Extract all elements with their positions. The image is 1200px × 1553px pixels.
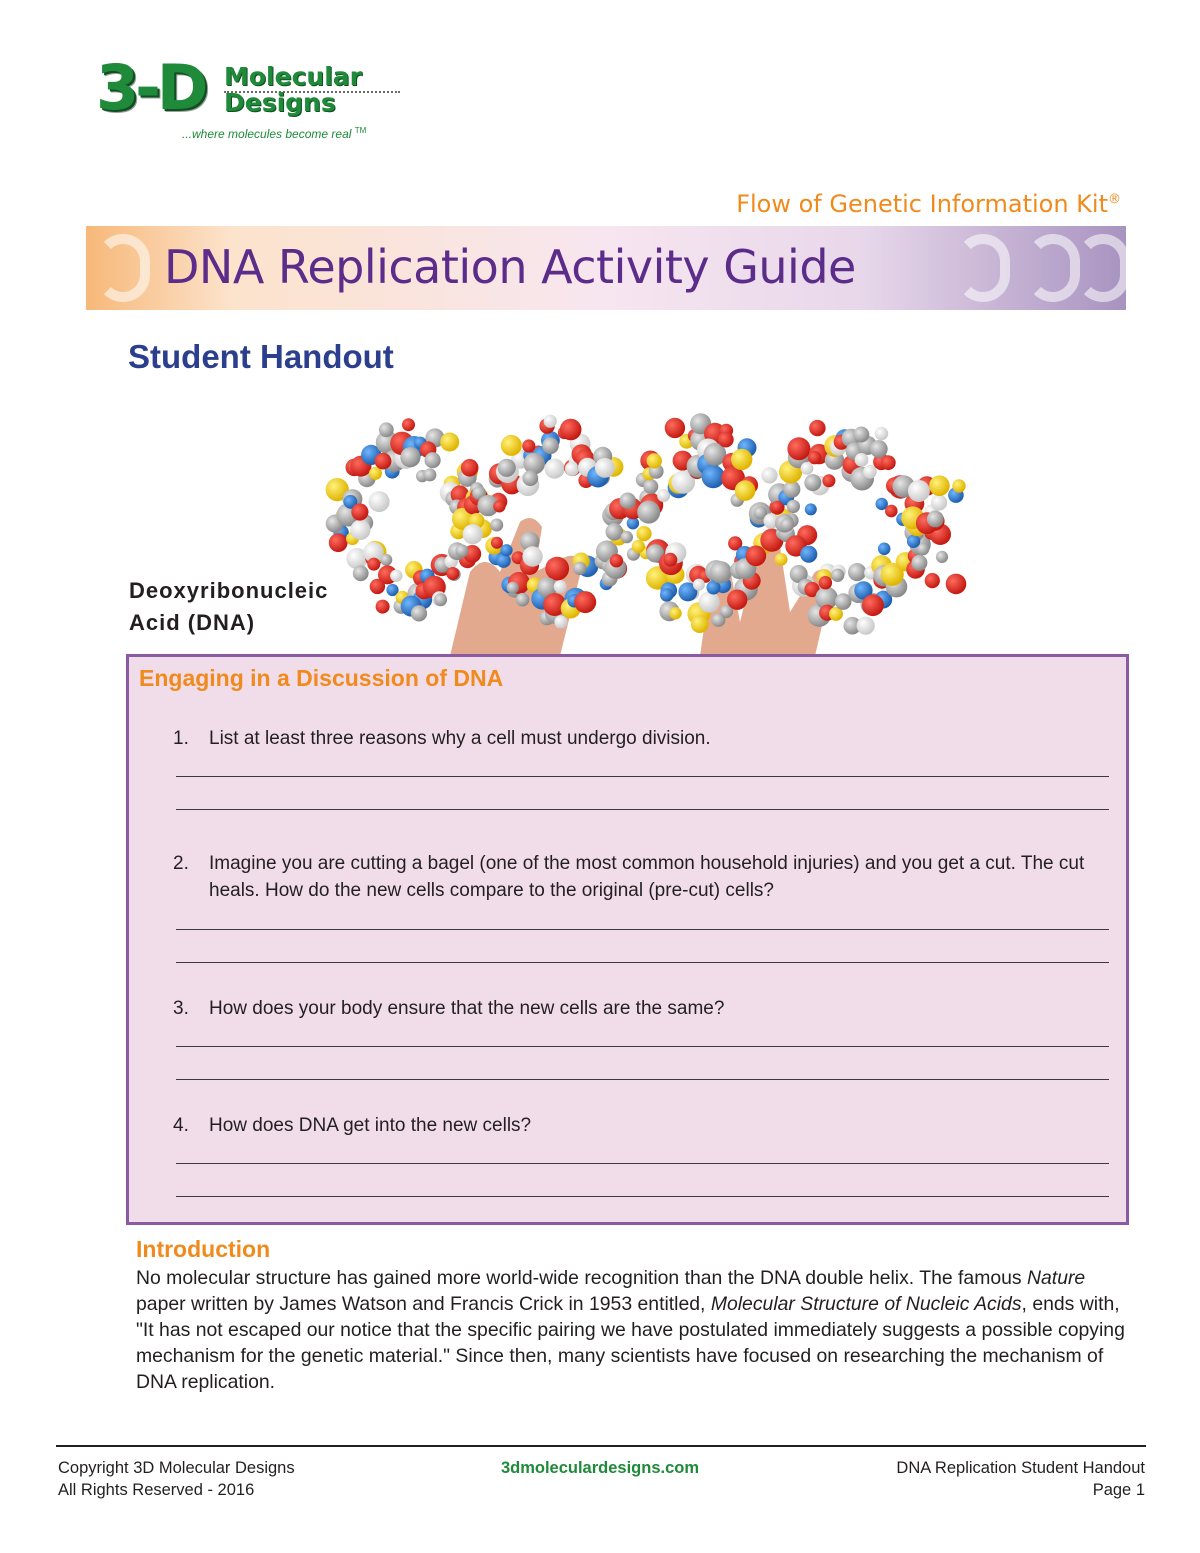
dna-atom <box>411 605 427 621</box>
answer-line[interactable] <box>176 1163 1109 1164</box>
dna-atom <box>775 553 788 566</box>
dna-atom <box>657 489 670 502</box>
dna-atom <box>554 580 567 593</box>
intro-text-part: paper written by James Watson and Francis Crick in 1953 entitled, <box>136 1293 711 1315</box>
logo-tagline <box>182 126 366 141</box>
dna-atom <box>379 422 394 437</box>
dna-atom <box>927 511 944 528</box>
page-title: DNA Replication Activity Guide <box>164 240 856 294</box>
dna-atom <box>669 607 681 619</box>
dna-atom <box>881 455 896 470</box>
dna-atom <box>610 554 623 567</box>
question-text: How does DNA get into the new cells? <box>209 1115 532 1136</box>
dna-atom <box>491 537 503 549</box>
dna-atom <box>574 591 596 613</box>
dna-atom <box>560 419 582 441</box>
dna-atom <box>746 546 767 567</box>
question-item <box>173 725 1093 752</box>
dna-atom <box>855 453 869 467</box>
dna-atom <box>456 544 469 557</box>
dna-atom <box>946 574 967 595</box>
dna-atom <box>929 475 950 496</box>
footer-rights-line: All Rights Reserved - 2016 <box>58 1481 255 1499</box>
dna-atom <box>446 567 459 580</box>
footer-doc-info <box>896 1457 1145 1501</box>
answer-line[interactable] <box>176 1079 1109 1080</box>
question-text: How does your body ensure that the new cells are the same? <box>209 998 725 1019</box>
dna-atom <box>632 540 645 553</box>
dna-atom <box>434 593 447 606</box>
dna-atom <box>493 500 505 512</box>
answer-line[interactable] <box>176 1196 1109 1197</box>
intro-text-part: , ends with, "It has not escaped our notice that the specific pairing we have postulated immediately suggests a possible copying mechanism for the genetic material." Since then, many scientists have focused on researching the mechanism of DNA replication. <box>136 1293 1125 1393</box>
dna-atom <box>595 458 615 478</box>
dna-atom <box>870 440 888 458</box>
dna-atom <box>875 427 888 440</box>
dna-atom <box>620 493 636 509</box>
logo-trademark: TM <box>354 126 367 135</box>
question-number: 4. <box>173 1115 189 1136</box>
dna-atom <box>507 582 519 594</box>
footer-copyright-line: Copyright 3D Molecular Designs <box>58 1459 295 1477</box>
logo-word-molecular: Molecular <box>224 62 362 91</box>
dna-atom <box>804 474 821 491</box>
dna-atom <box>573 562 586 575</box>
dna-atom <box>544 415 557 428</box>
dna-atom <box>862 594 884 616</box>
dna-atom <box>952 479 965 492</box>
image-caption <box>129 575 328 639</box>
dna-atom <box>463 524 483 544</box>
dna-atom <box>350 520 370 540</box>
dna-atom <box>490 519 503 532</box>
dna-atom <box>423 468 436 481</box>
intro-text-part: No molecular structure has gained more world-wide recognition than the DNA double helix. The famous <box>136 1267 1028 1289</box>
dna-atom <box>801 462 814 475</box>
intro-italic-nature: Nature <box>1027 1267 1086 1289</box>
dna-atom <box>440 433 459 452</box>
dna-atom <box>805 503 817 515</box>
dna-atom <box>523 453 545 475</box>
question-item <box>173 995 1093 1022</box>
dna-atom <box>710 561 732 583</box>
footer-doc-title: DNA Replication Student Handout <box>896 1459 1145 1477</box>
dna-atom <box>787 500 800 513</box>
dna-atom <box>400 447 420 467</box>
dna-atom <box>665 418 685 438</box>
dna-atom <box>771 501 783 513</box>
question-number: 2. <box>173 853 189 874</box>
dna-atom <box>718 432 734 448</box>
dna-atom <box>809 420 825 436</box>
introduction-heading: Introduction <box>136 1236 271 1262</box>
answer-line[interactable] <box>176 809 1109 810</box>
dna-atom <box>643 479 658 494</box>
dna-atom <box>936 551 948 563</box>
dna-atom <box>761 467 777 483</box>
dna-atom <box>853 427 869 443</box>
banner-nucleotide-shape <box>1026 234 1080 302</box>
dna-atom <box>554 615 567 628</box>
discussion-heading: Engaging in a Discussion of DNA <box>139 665 504 691</box>
dna-atom <box>819 576 832 589</box>
banner-nucleotide-shape <box>96 234 150 302</box>
banner-nucleotide-shape <box>956 234 1010 302</box>
company-logo <box>96 51 416 146</box>
dna-atom <box>461 459 479 477</box>
dna-atom <box>545 459 565 479</box>
kit-name <box>736 190 1121 218</box>
title-banner <box>86 226 1126 310</box>
dna-atom <box>699 591 720 612</box>
dna-atom <box>647 453 662 468</box>
dna-atom <box>691 615 709 633</box>
dna-atom <box>545 557 569 581</box>
dna-atom <box>425 452 441 468</box>
dna-atom <box>907 535 920 548</box>
introduction-paragraph <box>136 1265 1126 1395</box>
answer-line[interactable] <box>176 962 1109 963</box>
dna-atom <box>727 590 747 610</box>
dna-atom <box>376 600 390 614</box>
question-text: Imagine you are cutting a bagel (one of the most common household injuries) and you get a cut. The cut heals. How do the new cells compare to the original (pre-cut) cells? <box>209 853 1085 901</box>
footer-page-number: Page 1 <box>1092 1481 1145 1499</box>
discussion-box <box>126 654 1129 1225</box>
dna-atom <box>780 518 794 532</box>
banner-nucleotide-shape <box>1076 234 1126 302</box>
dna-atom <box>660 588 674 602</box>
logo-mark: 3-D <box>96 51 205 124</box>
dna-atom <box>351 503 368 520</box>
question-text: List at least three reasons why a cell must undergo division. <box>209 728 711 749</box>
page-subtitle: Student Handout <box>128 338 394 375</box>
question-item <box>173 850 1093 904</box>
dna-atom <box>925 573 940 588</box>
dna-atom <box>735 480 756 501</box>
dna-atom <box>621 531 633 543</box>
dna-atom <box>402 418 415 431</box>
dna-atom <box>375 453 392 470</box>
kit-name-text: Flow of Genetic Information Kit <box>736 190 1108 218</box>
dna-atom <box>831 569 844 582</box>
dna-atom <box>606 523 624 541</box>
dna-atom <box>522 546 542 566</box>
dna-atom <box>908 480 930 502</box>
answer-line[interactable] <box>176 776 1109 777</box>
dna-atom <box>390 570 402 582</box>
logo-tagline-text: ...where molecules become real <box>182 127 352 141</box>
dna-atom <box>787 437 810 460</box>
dna-atom <box>800 546 817 563</box>
question-number: 3. <box>173 998 189 1019</box>
dna-atom <box>500 544 512 556</box>
question-item <box>173 1112 1093 1139</box>
answer-line[interactable] <box>176 1046 1109 1047</box>
dna-atom <box>329 533 348 552</box>
question-number: 1. <box>173 728 189 749</box>
dna-atom <box>370 579 385 594</box>
dna-atom <box>931 494 947 510</box>
dna-atom <box>822 474 835 487</box>
dna-atom <box>885 505 898 518</box>
dna-atom <box>693 579 705 591</box>
answer-line[interactable] <box>176 929 1109 930</box>
dna-atom <box>369 491 390 512</box>
dna-atom <box>498 459 516 477</box>
dna-atom <box>367 558 380 571</box>
dna-atom <box>516 593 530 607</box>
dna-atom <box>808 451 821 464</box>
dna-atom <box>542 438 559 455</box>
dna-atom <box>664 553 678 567</box>
footer-rule <box>56 1445 1146 1447</box>
footer-website-link[interactable]: 3dmoleculardesigns.com <box>500 1459 700 1477</box>
dna-atom <box>878 543 891 556</box>
intro-italic-title: Molecular Structure of Nucleic Acids <box>710 1293 1022 1315</box>
dna-atom <box>522 439 535 452</box>
dna-atom <box>857 617 875 635</box>
dna-atom <box>863 465 877 479</box>
caption-line-1: Deoxyribonucleic <box>129 578 329 603</box>
dna-atom <box>353 565 369 581</box>
dna-atom <box>636 526 651 541</box>
caption-line-2: Acid (DNA) <box>129 610 256 635</box>
dna-atom <box>637 501 660 524</box>
dna-atom <box>848 563 866 581</box>
dna-atom <box>911 555 927 571</box>
dna-atom <box>522 470 538 486</box>
logo-word-designs: Designs <box>224 88 336 117</box>
dna-atom <box>501 435 522 456</box>
dna-helix-atoms <box>326 413 967 635</box>
registered-mark: ® <box>1108 192 1121 207</box>
dna-model-photo <box>320 372 970 656</box>
dna-atom <box>731 449 752 470</box>
